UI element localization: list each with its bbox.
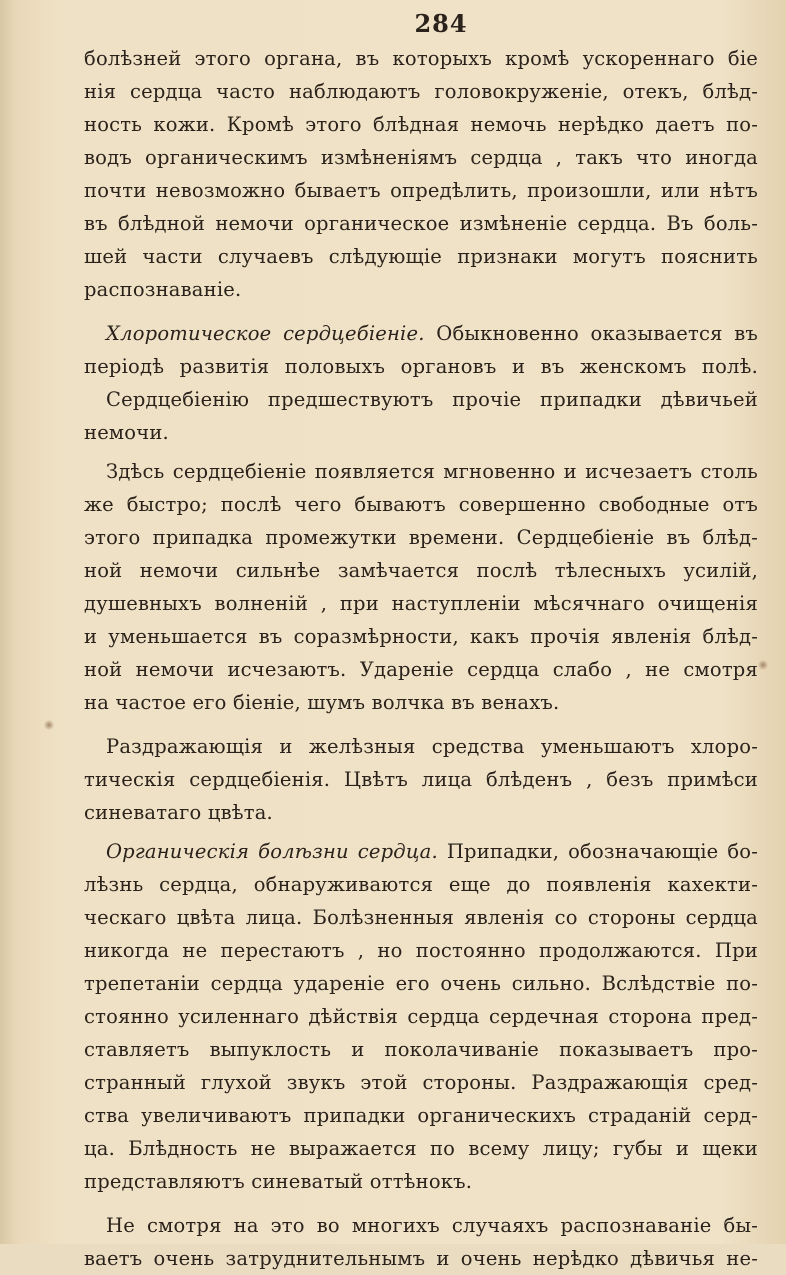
text-line: и уменьшается въ соразмѣрности, какъ прочія явленія блѣд-: [84, 625, 758, 648]
text-line: водъ органическимъ измѣненіямъ сердца , такъ что иногда: [84, 146, 758, 169]
text-line: лѣзнь сердца, обнаруживаются еще до появленія кахекти-: [84, 873, 758, 896]
text-line: ства увеличиваютъ припадки органическихъ страданій серд-: [84, 1104, 758, 1127]
text-line: ставляетъ выпуклость и поколачиваніе показываетъ про-: [84, 1038, 758, 1061]
paragraph-5: [84, 835, 758, 1198]
text-line: Сердцебіенію предшествуютъ прочіе припадки дѣвичьей: [106, 388, 758, 411]
page-number: 284: [414, 9, 468, 38]
text-line: ваетъ очень затруднительнымъ и очень нерѣдко дѣвичья не-: [84, 1247, 758, 1270]
text-line: нія сердца часто наблюдаютъ головокруженіе, отекъ, блѣд-: [84, 80, 758, 103]
paragraph-3: [84, 455, 758, 719]
paragraph-1: [84, 42, 758, 306]
section-heading: Органическія болѣзни сердца.: [106, 840, 438, 863]
paragraph-4: [84, 730, 758, 829]
text-line: же быстро; послѣ чего бываютъ совершенно свободные отъ: [84, 493, 758, 516]
text-line: синеватаго цвѣта.: [84, 801, 273, 824]
paper-stain: [758, 660, 768, 670]
text-line: ца. Блѣдность не выражается по всему лицу; губы и щеки: [84, 1137, 758, 1160]
text-fragment: Припадки, обозначающіе бо-: [437, 840, 758, 863]
text-line: почти невозможно бываетъ опредѣлить, произошли, или нѣтъ: [84, 179, 758, 202]
text-line: тическія сердцебіенія. Цвѣтъ лица блѣденъ , безъ примѣси: [84, 768, 758, 791]
paragraph-2: [84, 317, 758, 449]
text-line: представляютъ синеватый оттѣнокъ.: [84, 1170, 473, 1193]
text-line: странный глухой звукъ этой стороны. Раздражающія сред-: [84, 1071, 758, 1094]
text-line: ческаго цвѣта лица. Болѣзненныя явленія со стороны сердца: [84, 906, 758, 929]
text-line: ность кожи. Кромѣ этого блѣдная немочь нерѣдко даетъ по-: [84, 113, 758, 136]
text-line: ной немочи сильнѣе замѣчается послѣ тѣлесныхъ усилій,: [84, 559, 758, 582]
text-line: душевныхъ волненій , при наступленіи мѣсячнаго очищенія: [84, 592, 758, 615]
text-line: періодѣ развитія половыхъ органовъ и въ женскомъ полѣ.: [84, 355, 758, 378]
text-line: Не смотря на это во многихъ случаяхъ распознаваніе бы-: [106, 1214, 758, 1237]
section-heading: Хлоротическое сердцебіеніе.: [106, 322, 425, 345]
text-line: ной немочи исчезаютъ. Удареніе сердца слабо , не смотря: [84, 658, 758, 681]
text-line: на частое его біеніе, шумъ волчка въ венахъ.: [84, 691, 560, 714]
text-line: шей части случаевъ слѣдующіе признаки могутъ пояснить: [84, 245, 758, 268]
text-line: [84, 835, 758, 868]
text-line: Раздражающія и желѣзныя средства уменьшаютъ хлоро-: [106, 735, 758, 758]
paragraph-6: [84, 1209, 758, 1275]
text-line: никогда не перестаютъ , но постоянно продолжаются. При: [84, 939, 758, 962]
paper-stain: [44, 720, 54, 730]
text-line: стоянно усиленнаго дѣйствія сердца сердечная сторона пред-: [84, 1005, 758, 1028]
text-line: этого припадка промежутки времени. Сердцебіеніе въ блѣд-: [84, 526, 758, 549]
text-line: въ блѣдной немочи органическое измѣненіе сердца. Въ боль-: [84, 212, 758, 235]
text-fragment: Обыкновенно оказывается въ: [424, 322, 759, 345]
text-line: распознаваніе.: [84, 278, 242, 301]
text-line: немочи.: [84, 421, 169, 444]
text-line: трепетаніи сердца удареніе его очень сильно. Вслѣдствіе по-: [84, 972, 758, 995]
text-line: болѣзней этого органа, въ которыхъ кромѣ ускореннаго біе: [84, 47, 758, 70]
text-line: Здѣсь сердцебіеніе появляется мгновенно и исчезаетъ столь: [106, 460, 758, 483]
text-line: [84, 317, 758, 350]
